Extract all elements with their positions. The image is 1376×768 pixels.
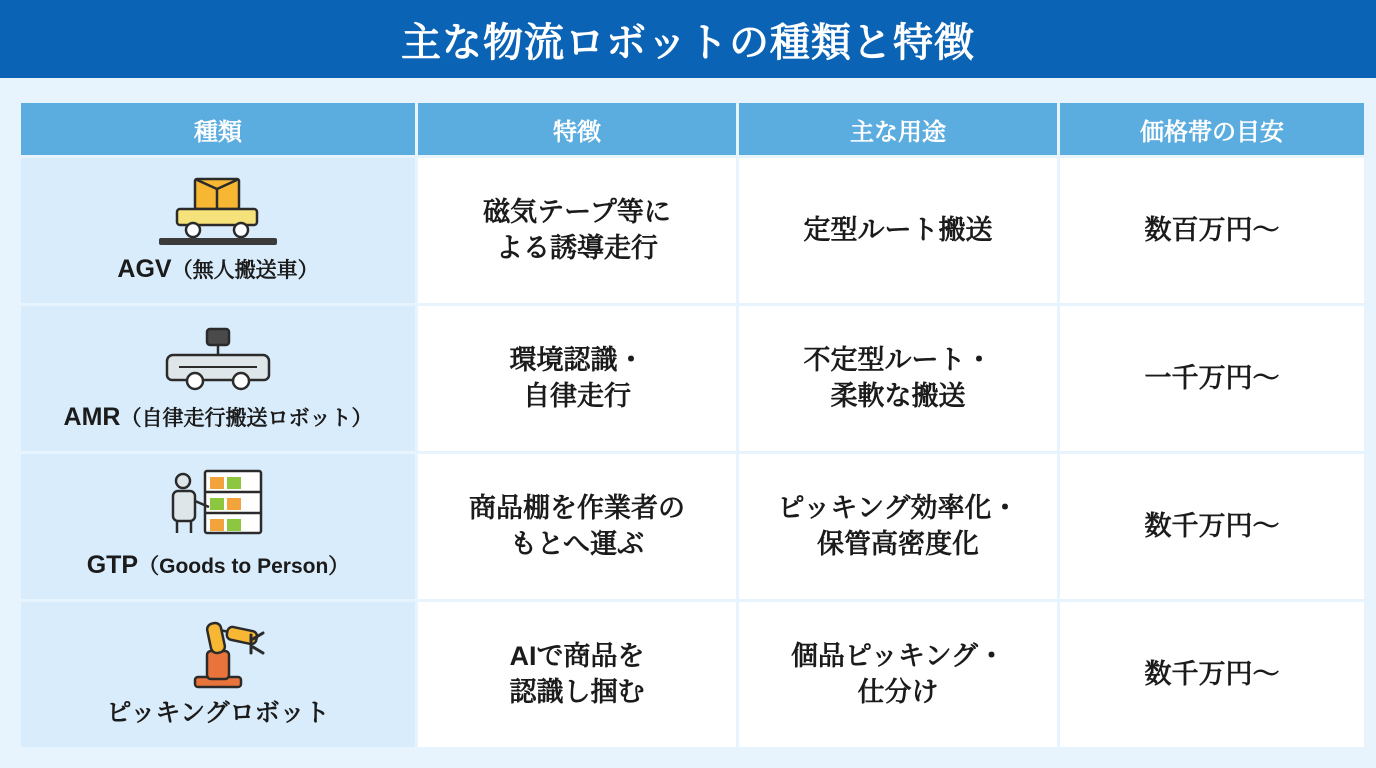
type-cell-amr bbox=[21, 306, 415, 451]
robot-comparison-table bbox=[18, 100, 1367, 750]
use-cell-picking: 個品ピッキング・ 仕分け bbox=[739, 602, 1057, 747]
feature-cell-amr: 環境認識・ 自律走行 bbox=[418, 306, 736, 451]
table-row bbox=[21, 158, 1364, 303]
column-header-use: 主な用途 bbox=[739, 103, 1057, 155]
page-title: 主な物流ロボットの種類と特徴 bbox=[401, 20, 975, 65]
type-cell-gtp bbox=[21, 454, 415, 599]
amr-robot-icon bbox=[143, 321, 293, 395]
feature-cell-agv: 磁気テープ等に よる誘導走行 bbox=[418, 158, 736, 303]
column-header-feature: 特徴 bbox=[418, 103, 736, 155]
column-header-price: 価格帯の目安 bbox=[1060, 103, 1364, 155]
price-cell-amr: 一千万円～ bbox=[1060, 306, 1364, 451]
use-cell-amr: 不定型ルート・ 柔軟な搬送 bbox=[739, 306, 1057, 451]
feature-cell-gtp: 商品棚を作業者の もとへ運ぶ bbox=[418, 454, 736, 599]
table-row bbox=[21, 602, 1364, 747]
picking-arm-icon bbox=[143, 617, 293, 691]
gtp-shelf-robot-icon bbox=[143, 469, 293, 543]
type-label-gtp: GTP（Goods to Person） bbox=[86, 551, 350, 580]
type-cell-picking bbox=[21, 602, 415, 747]
type-label-amr: AMR（自律走行搬送ロボット） bbox=[63, 403, 373, 432]
feature-cell-picking: AIで商品を 認識し掴む bbox=[418, 602, 736, 747]
table-row bbox=[21, 454, 1364, 599]
table-container bbox=[0, 78, 1376, 750]
price-cell-agv: 数百万円～ bbox=[1060, 158, 1364, 303]
use-cell-agv: 定型ルート搬送 bbox=[739, 158, 1057, 303]
price-cell-gtp: 数千万円～ bbox=[1060, 454, 1364, 599]
agv-cart-icon bbox=[143, 173, 293, 247]
price-cell-picking: 数千万円～ bbox=[1060, 602, 1364, 747]
use-cell-gtp: ピッキング効率化・ 保管高密度化 bbox=[739, 454, 1057, 599]
table-row bbox=[21, 306, 1364, 451]
type-label-picking: ピッキングロボット bbox=[106, 699, 330, 728]
type-label-agv: AGV（無人搬送車） bbox=[117, 255, 319, 284]
type-cell-agv bbox=[21, 158, 415, 303]
column-header-type: 種類 bbox=[21, 103, 415, 155]
table-header-row bbox=[21, 103, 1364, 155]
title-bar bbox=[0, 0, 1376, 78]
